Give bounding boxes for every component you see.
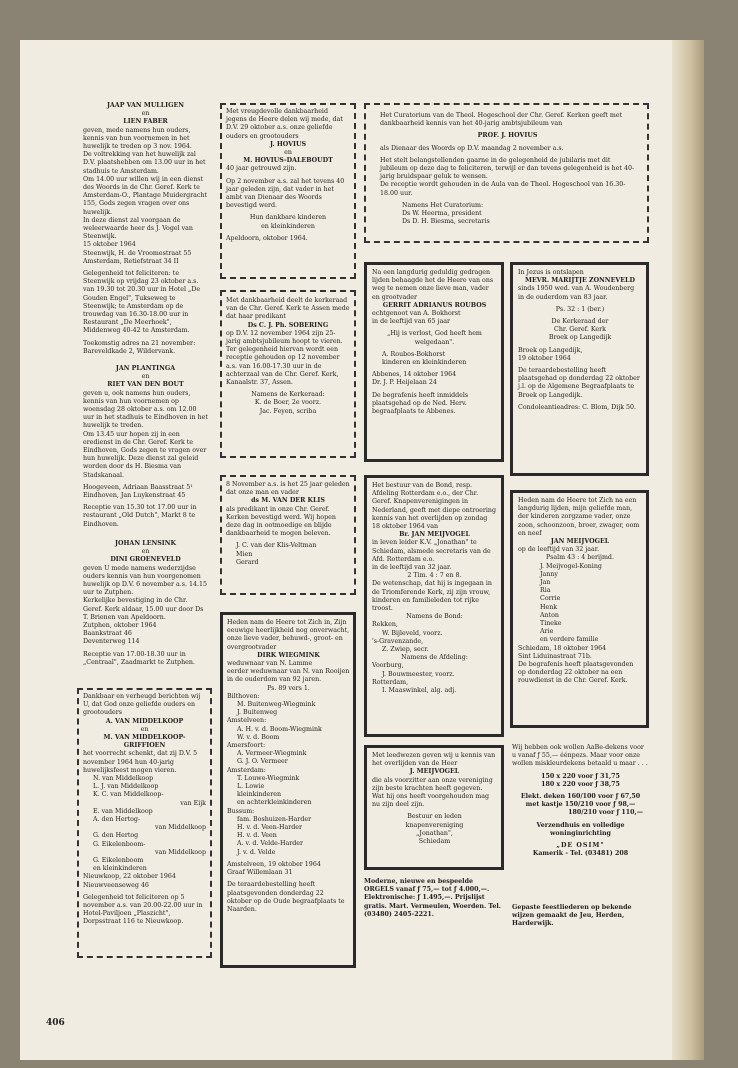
address: Steenwijk, H. de Vroomestraat 55 bbox=[83, 249, 192, 257]
line: Jan bbox=[540, 579, 551, 587]
groom-name: JAAP VAN MULLIGEN bbox=[106, 102, 185, 109]
professor-name: PROF. J. HOVIUS bbox=[477, 132, 538, 140]
notice-middelkoop bbox=[83, 693, 206, 955]
ad-text: Gepaste feestliederen op bekende wijzen gemaakt de Jeu, Herden, Harderwijk. bbox=[512, 904, 632, 928]
address: Nieuwveenseweg 46 bbox=[83, 881, 149, 889]
bible-verse: 2 Tim. 4 : 7 en 8. bbox=[407, 572, 462, 580]
intro: Met dankbaarheid deelt de kerkeraad van de Chr. Geref. Kerk te Assen mede dat haar predikant bbox=[226, 297, 350, 321]
notice-jonathan bbox=[372, 752, 497, 867]
line: H. v. d. Veen-Harder bbox=[237, 824, 302, 832]
deceased-name: JAN MEIJVOGEL bbox=[550, 538, 610, 546]
child: A. den Hertog- bbox=[93, 816, 141, 824]
body: Het stelt belangstellenden gaarne in de gelegenheid de jubilaris met dit jubileum op deze dag te feliciteren, terwijl er dan tevens gelegenheid is het 40-jarig bruidspaar geluk te wensen. bbox=[380, 156, 635, 181]
notice-hovius bbox=[226, 108, 350, 276]
address: Hoogeveen, Adriaan Baasstraat 5¹ bbox=[83, 483, 193, 491]
price-line: 180 x 220 voor ƒ 38,75 bbox=[541, 780, 620, 788]
notice-zonneveld bbox=[518, 269, 642, 473]
bride-name: DINI GROENEVELD bbox=[110, 556, 181, 564]
body: die als voorzitter aan onze vereniging zijn beste krachten heeft gegeven. bbox=[372, 776, 493, 792]
signature: Bestuur en leden bbox=[407, 813, 462, 821]
child: G. den Hertog bbox=[93, 832, 139, 840]
line: en achterkleinkinderen bbox=[237, 799, 312, 807]
address: Baankstraat 46 bbox=[83, 630, 132, 638]
intro: Dankbaar en verheugd berichten wij U, dat God onze geliefde ouders en grootouders bbox=[83, 693, 201, 717]
body: Om 13.45 uur hopen zij in een eredienst in de Chr. Geref. Kerk te Eindhoven, Gods zegen te vragen over hun huwelijk. Deze dienst zal geleid worden door ds H. Biesma van Stadskanaal. bbox=[83, 430, 207, 479]
child: van Middelkoop bbox=[154, 848, 206, 856]
signature: Chr. Geref. Kerk bbox=[554, 326, 606, 334]
store-heading: Verzendhuis en volledige bbox=[536, 821, 625, 829]
line: 's-Gravenzande, bbox=[372, 637, 424, 645]
child: K. C. van Middelkoop- bbox=[93, 791, 164, 799]
address: Dr. J. P. Heijelaan 24 bbox=[372, 379, 437, 387]
price-line: met kastje 150/210 voor ƒ 98,— bbox=[525, 801, 636, 809]
line: Arie bbox=[540, 628, 554, 636]
subline: echtgenoot van A. Bokhorst bbox=[372, 310, 461, 318]
subline: weduwnaar van N. Lamme bbox=[227, 660, 313, 668]
line: Anton bbox=[540, 611, 559, 619]
reception: Receptie van 17.00-18.30 uur in „Centraal", Zaadmarkt te Zutphen. bbox=[83, 650, 195, 666]
body: Kerkelijke bevestiging in de Chr. Geref. Kerk aldaar, 15.00 uur door Ds T. Brienen van Apeldoorn. bbox=[83, 597, 204, 621]
signature: en kleinkinderen bbox=[261, 222, 315, 230]
notice-van-der-klis bbox=[226, 481, 350, 591]
child: van Eijk bbox=[180, 799, 206, 807]
child: G. Eikelenboom- bbox=[93, 840, 146, 848]
intro: Het Curatorium van de Theol. Hogeschool der Chr. Geref. Kerken geeft met dankbaarheid kennis van het 40-jarig ambtsjubileum van bbox=[380, 112, 623, 128]
reception: Gelegenheid tot feliciteren op 5 november a.s. van 20.00-22.00 uur in Hotel-Paviljoen „Plaszicht", Dorpsstraat 116 te Nieuwkoop. bbox=[83, 893, 203, 926]
wife-name: M. VAN MIDDELKOOP-GRIFFIOEN bbox=[103, 734, 186, 750]
line: L. Lowie bbox=[237, 783, 265, 791]
body: De wetenschap, dat hij is ingegaan in de Triomferende Kerk, zij zijn vrouw, kinderen en familieleden tot rijke troost. bbox=[372, 580, 492, 613]
line: W. v. d. Boom bbox=[237, 733, 280, 741]
signature: K. de Boer, 2e voorz. bbox=[254, 399, 322, 407]
intro: Heden nam de Heere tot Zich na een langdurig lijden, mijn geliefde man, der kinderen zorgzame vader, onze zoon, schoonzoon, broer, zwager, oom en neef bbox=[518, 497, 640, 537]
body: Ter gelegenheid hiervan wordt een receptie gehouden op 12 november a.s. van 16.00-17.30 uur in de achterzaal van de Chr. Geref. Kerk, Kanaalstr. 37, Assen. bbox=[226, 346, 340, 387]
notice-mulligen-faber bbox=[83, 102, 208, 355]
line: M. Buitenweg-Wiegmink bbox=[237, 701, 316, 709]
signature: A. Roubos-Bokhorst bbox=[382, 350, 446, 358]
line: Z. Zwiep, secr. bbox=[382, 646, 429, 654]
signature: knapenvereniging bbox=[405, 821, 464, 829]
line: Amsterdam: bbox=[227, 766, 266, 774]
price-line: Elekt. deken 160/100 voor ƒ 67,50 bbox=[520, 793, 641, 801]
body: in leven leider K.V. „Jonathan" te Schiedam, alsmede secretaris van de Afd. Rotterdam e.o. bbox=[372, 539, 491, 563]
signature: Namens Het Curatorium: bbox=[402, 201, 484, 209]
line: G. J. O. Vermeer bbox=[237, 758, 288, 766]
future-address: Toekomstig adres na 21 november: Bareveldkade 2, Wildervank. bbox=[83, 339, 196, 355]
body: geven u, ook namens hun ouders, kennis van hun voornemen op woensdag 28 oktober a.s. om 12.00 uur in het stadhuis te Eindhoven in het huwelijk te treden. bbox=[83, 389, 208, 430]
line: Voorburg, bbox=[372, 662, 404, 670]
line: T. Louwe-Wiegmink bbox=[237, 774, 300, 782]
deceased-name: Br. JAN MEIJVOGEL bbox=[399, 531, 470, 539]
line: Amstelveen: bbox=[227, 717, 267, 725]
intro: Het bestuur van de Bond, resp. Afdeling Rotterdam e.o., der Chr. Geref. Knapenverenigingen in Nederland, geeft met diepe ontroering kennis van het overlijden op zondag 18 oktober 1964 van bbox=[372, 482, 496, 531]
signature: kinderen en kleinkinderen bbox=[382, 359, 467, 367]
body-line: Om 14.00 uur willen wij in een dienst des Woords in de Chr. Geref. Kerk te Amsterdam-O., Plantage Muidergracht 155, Gods zegen vragen over ons huwelijk. bbox=[83, 175, 207, 216]
ad-feestliederen bbox=[512, 904, 649, 944]
notice-wiegmink bbox=[227, 619, 350, 964]
body: op D.V. 12 november 1964 zijn 25-jarig ambtsjubileum hoopt te vieren. bbox=[226, 329, 343, 346]
pastor-name: Ds C. J. Ph. SOBERING bbox=[247, 321, 329, 329]
bride-name: LIEN FABER bbox=[123, 118, 168, 126]
line: Henk bbox=[540, 603, 558, 611]
funeral-info: De begrafenis heeft plaatsgevonden op donderdag 22 oktober na een rouwdienst in de Chr. Geref. Kerk. bbox=[518, 661, 634, 685]
deceased-name: J. MEIJVOGEL bbox=[409, 768, 460, 776]
body: geven U mede namens wederzijdse ouders kennis van hun voorgenomen huwelijk op D.V. 6 november a.s. 14.15 uur te Zutphen. bbox=[83, 564, 208, 597]
line: Amersfoort: bbox=[227, 742, 266, 750]
ad-organs bbox=[364, 878, 504, 934]
intro: In Jezus is ontslapen bbox=[518, 269, 584, 276]
line: J. Buitenweg bbox=[237, 709, 278, 717]
signature: De Kerkeraad der bbox=[551, 318, 609, 326]
page-spine bbox=[672, 40, 704, 1060]
ad-intro: Wij hebben ook wollen AaBe-dekens voor u vanaf ƒ 55,— éénpezs. Maar voor onze wollen miskleurdekens betaald u maar . . . bbox=[512, 744, 648, 768]
notice-curatorium bbox=[380, 112, 635, 240]
child: L. J. van Middelkoop bbox=[93, 783, 159, 791]
address: Graaf Willemlaan 31 bbox=[227, 869, 293, 877]
funeral-info: De teraardebestelling heeft plaatsgehad op donderdag 22 oktober j.l. op de Algemene Begraafplaats te Broek op Langedijk. bbox=[518, 367, 640, 399]
body-line: De voltrekking van het huwelijk zal D.V. plaatshebben om 13.00 uur in het stadhuis te Amsterdam. bbox=[83, 151, 206, 175]
signature: Jac. Feyen, scriba bbox=[259, 407, 317, 415]
groom-name: JOHAN LENSINK bbox=[115, 540, 176, 547]
date: 19 oktober 1964 bbox=[518, 354, 571, 362]
line: Ria bbox=[540, 587, 551, 595]
signature: Namens de Bond: bbox=[406, 613, 463, 621]
line: A. v. d. Velde-Harder bbox=[237, 840, 304, 848]
line: J. v. d. Velde bbox=[237, 848, 276, 856]
line: Namens de Afdeling: bbox=[401, 654, 468, 662]
body: De receptie wordt gehouden in de Aula van de Theol. Hogeschool van 16.30-18.00 uur. bbox=[380, 181, 626, 197]
signature: Mien bbox=[236, 550, 253, 558]
line: A. H. v. d. Boom-Wiegmink bbox=[237, 725, 322, 733]
date: Zutphen, oktober 1964 bbox=[83, 622, 157, 630]
line: Bussum: bbox=[227, 807, 255, 815]
husband-name: A. VAN MIDDELKOOP bbox=[105, 717, 184, 725]
signature: Ds W. Heerma, president bbox=[402, 210, 482, 218]
line: Rekken, bbox=[372, 621, 398, 629]
page-number: 406 bbox=[46, 1018, 65, 1028]
line: Tineke bbox=[540, 620, 562, 628]
line: W. Bijleveld, voorz. bbox=[382, 629, 443, 637]
signature: J. C. van der Klis-Veltman bbox=[236, 542, 317, 550]
bride-name: RIET VAN DEN BOUT bbox=[107, 381, 184, 389]
line: Rotterdam, bbox=[372, 678, 409, 686]
signature: Ds D. H. Biesma, secretaris bbox=[402, 218, 490, 226]
notice-bond-meijvogel bbox=[372, 482, 497, 734]
address: Eindhoven, Jan Luykenstraat 45 bbox=[83, 492, 186, 500]
signature: Schiedam bbox=[418, 838, 451, 846]
notice-lensink-groeneveld bbox=[83, 540, 208, 680]
body: als predikant in onze Chr. Geref. Kerken bevestigd werd. Wij hopen deze dag in ootmoedige en blijde dankbaarheid te mogen beleven. bbox=[226, 505, 336, 538]
intro: Na een langdurig geduldig gedragen lijden behaagde het de Heere van ons weg te nemen onze lieve man, vader en grootvader bbox=[372, 269, 494, 301]
en-text: en bbox=[141, 110, 150, 118]
reception: Gelegenheid tot feliciteren: te Steenwijk op vrijdag 23 oktober a.s. van 19.30 tot 20.30 uur in Hotel „De Gouden Engel", Tukseweg te Steenwijk; te Amsterdam op de trouwdag van 16.30-18.00 uur in Restaurant „De Meerhoek", Middenweg 40-42 te Amsterdam. bbox=[83, 270, 201, 335]
body: Wat hij ons heeft voorgehouden mag nu zijn deel zijn. bbox=[372, 793, 490, 809]
intro: Met leedwezen geven wij u kennis van het overlijden van de Heer bbox=[372, 752, 496, 768]
ad-blankets bbox=[512, 744, 649, 884]
address: Amsterdam, Retiefstraat 34 II bbox=[83, 257, 179, 265]
date: Nieuwkoop, 22 oktober 1964 bbox=[83, 873, 176, 881]
husband-name: J. HOVIUS bbox=[269, 140, 307, 148]
line: en verdere familie bbox=[540, 636, 599, 644]
notice-roubos bbox=[372, 269, 497, 459]
years: 40 jaar getrouwd zijn. bbox=[226, 165, 297, 173]
ad-text: Moderne, nieuwe en bespeelde ORGELS vanaf ƒ 75,— tot ƒ 4.000,—. Elektronische: ƒ 1.495,—. Prijslijst gratis. Mart. Vermeulen, Woerden. Tel. (03480) 2405-2221. bbox=[364, 878, 501, 918]
date: Broek op Langedijk, bbox=[518, 346, 583, 354]
date: Amstelveen, 19 oktober 1964 bbox=[227, 860, 321, 868]
child: G. Eikelenboom bbox=[93, 857, 144, 865]
child: van Middelkoop bbox=[154, 824, 206, 832]
signature: Broek op Langedijk bbox=[548, 334, 612, 342]
address: Deventerweg 114 bbox=[83, 638, 140, 646]
funeral-info: De begrafenis heeft inmiddels plaatsgehad op de Ned. Herv. begraafplaats te Abbenes. bbox=[372, 391, 469, 416]
price-line: 150 x 220 voor ƒ 31,75 bbox=[541, 772, 620, 780]
subline: eerder weduwnaar van N. van Rooijen bbox=[227, 668, 350, 676]
intro: Heden nam de Heere tot Zich in, Zijn eeuwige heerlijkheid nog onverwacht, onze lieve vader, behuwd-, groot- en overgrootvader bbox=[227, 619, 350, 651]
line: Bilthoven: bbox=[227, 692, 260, 700]
en-text: en bbox=[141, 373, 150, 381]
age: in de leeftijd van 32 jaar. bbox=[372, 564, 452, 572]
store-brand: „DE OSIM" bbox=[556, 842, 605, 850]
subline: sinds 1950 wed. van A. Woudenberg bbox=[518, 285, 635, 293]
date: Abbenes, 14 oktober 1964 bbox=[372, 371, 457, 379]
line: A. Vermeer-Wiegmink bbox=[237, 750, 307, 758]
age: op de leeftijd van 32 jaar. bbox=[518, 546, 600, 554]
line: Janny bbox=[540, 570, 558, 578]
store-phone: Kamerik - Tel. (03481) 208 bbox=[532, 850, 629, 858]
signature: Namens de Kerkeraad: bbox=[251, 391, 325, 399]
en-text: en bbox=[141, 548, 150, 556]
child: E. van Middelkoop bbox=[93, 807, 153, 815]
deceased-name: GERRIT ADRIANUS ROUBOS bbox=[382, 301, 487, 309]
age: in de ouderdom van 83 jaar. bbox=[518, 293, 608, 301]
line: I. Maaswinkel, alg. adj. bbox=[382, 687, 457, 695]
child: en kleinkinderen bbox=[93, 865, 147, 873]
groom-name: JAN PLANTINGA bbox=[115, 365, 176, 372]
date: Schiedam, 18 oktober 1964 bbox=[518, 644, 607, 652]
line: J. Meijvogel-Koning bbox=[540, 562, 602, 570]
signature: Gerard bbox=[236, 558, 259, 566]
psalm: Ps. 89 vers 1. bbox=[267, 684, 310, 692]
line: Corrie bbox=[540, 595, 561, 603]
date: 15 oktober 1964 bbox=[83, 241, 136, 249]
psalm: Ps. 32 : 1 (ber.) bbox=[555, 305, 605, 313]
signature: Hun dankbare kinderen bbox=[249, 214, 327, 222]
deceased-name: DIRK WIEGMINK bbox=[257, 651, 320, 659]
pastor-name: ds M. VAN DER KLIS bbox=[251, 497, 325, 505]
body-line: In deze dienst zal voorgaan de weleerwaarde heer ds J. Vogel van Steenwijk. bbox=[83, 216, 193, 241]
line: kleinkinderen bbox=[237, 791, 282, 799]
body: het voorrecht schenkt, dat zij D.V. 5 november 1964 hun 40-jarig huwelijksfeest mogen vieren. bbox=[83, 750, 198, 774]
age: in de ouderdom van 92 jaren. bbox=[227, 676, 322, 684]
line: J. Bouwmeester, voorz. bbox=[382, 670, 455, 678]
notice-sobering bbox=[226, 297, 350, 455]
notice-plantinga-bout bbox=[83, 365, 208, 535]
en-text: en bbox=[140, 725, 149, 733]
condolence-address: Condoleantieadres: C. Blom, Dijk 50. bbox=[518, 403, 637, 411]
wife-name: M. HOVIUS-DALEBOUDT bbox=[243, 157, 333, 165]
body-line: geven, mede namens hun ouders, kennis van hun voornemen in het huwelijk te treden op 3 nov. 1964. bbox=[83, 126, 192, 151]
age: in de leeftijd van 65 jaar bbox=[372, 318, 451, 326]
store-heading: woninginrichting bbox=[550, 829, 611, 837]
address: Sint Liduinastraat 71b. bbox=[518, 652, 592, 660]
signature: „Jonathan", bbox=[416, 829, 453, 837]
intro: 8 November a.s. is het 25 jaar geleden dat onze man en vader bbox=[226, 481, 350, 497]
body: Op 2 november a.s. zal het tevens 40 jaar geleden zijn, dat vader in het ambt van Dienaar des Woords bevestigd werd. bbox=[226, 177, 345, 210]
child: N. van Middelkoop bbox=[93, 775, 154, 783]
deceased-name: MEVR. MARIJTJE ZONNEVELD bbox=[525, 277, 635, 285]
quote: „Hij is verlost, God heeft hem welgedaan". bbox=[387, 330, 482, 346]
date: Apeldoorn, oktober 1964. bbox=[226, 234, 308, 242]
line: H. v. d. Veen bbox=[237, 832, 277, 840]
funeral-info: De teraardebestelling heeft plaatsgevonden donderdag 22 oktober op de Oude begraafplaats te Naarden. bbox=[227, 881, 345, 913]
reception: Receptie van 15.30 tot 17.00 uur in restaurant „Old Dutch", Markt 8 te Eindhoven. bbox=[83, 504, 197, 528]
body: als Dienaar des Woords op D.V. maandag 2 november a.s. bbox=[380, 144, 564, 152]
en-text: en bbox=[284, 149, 292, 157]
line: fam. Boshuizen-Harder bbox=[237, 815, 312, 823]
price-line: 180/210 voor ƒ 110,— bbox=[568, 809, 643, 817]
notice-meijvogel-family bbox=[518, 497, 642, 725]
intro: Met vreugdevolle dankbaarheid jegens de Heere delen wij mede, dat D.V. 29 oktober a.s. onze geliefde ouders en grootouders bbox=[226, 108, 343, 140]
psalm: Psalm 43 : 4 berijmd. bbox=[546, 554, 614, 562]
